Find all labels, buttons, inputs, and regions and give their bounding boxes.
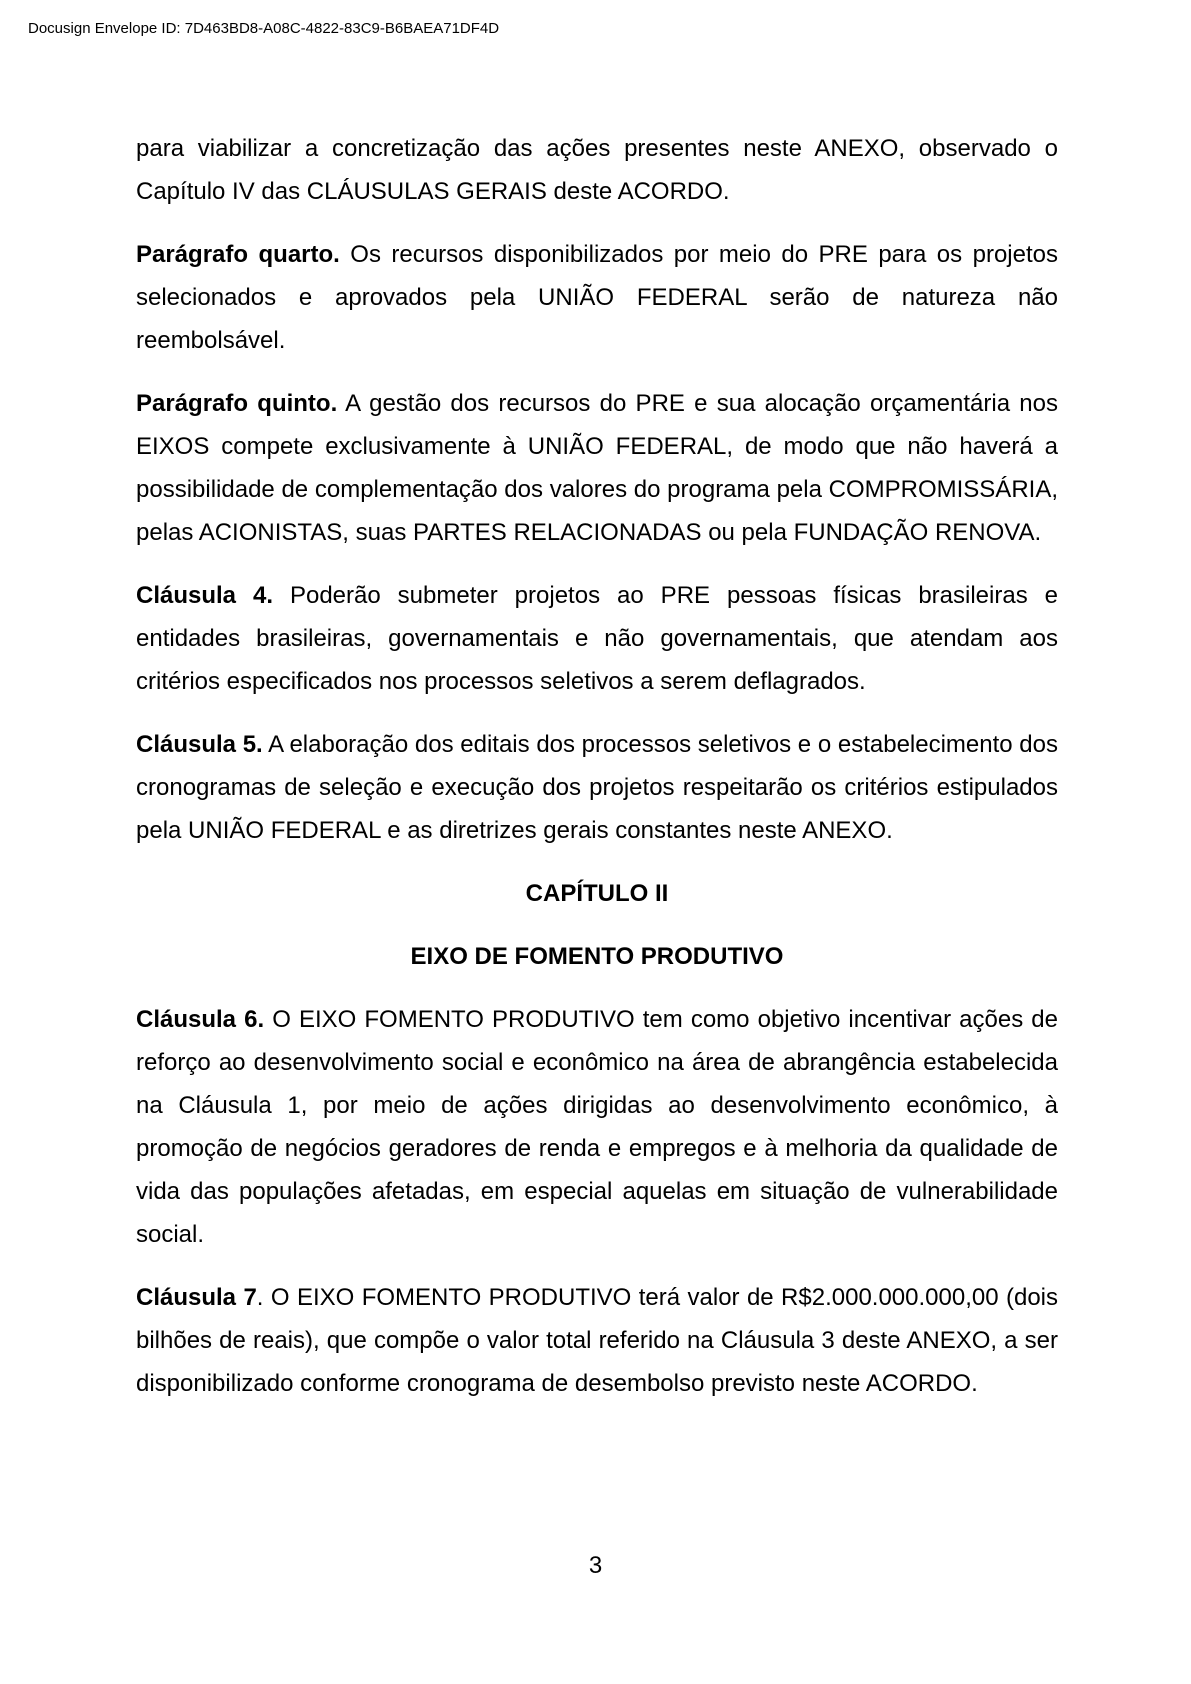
paragraph-text: Os recursos disponibilizados por meio do PRE para os projetos selecionados e aprovados pela UNIÃO FEDERAL serão de natureza não reembolsável. (136, 241, 1058, 354)
paragraph-text: A elaboração dos editais dos processos seletivos e o estabelecimento dos cronogramas de seleção e execução dos projetos respeitarão os critérios estipulados pela UNIÃO FEDERAL e as diretrizes gerais constantes neste ANEXO. (136, 731, 1059, 844)
paragraph-lead: Cláusula 7 (136, 1284, 257, 1311)
paragraph-text: O EIXO FOMENTO PRODUTIVO tem como objetivo incentivar ações de reforço ao desenvolvimento social e econômico na área de abrangência estabelecida na Cláusula 1, por meio de ações dirigidas ao desenvolvimento econômico, à promoção de negócios geradores de renda e empregos e à melhoria da qualidade de vida das populações afetadas, em especial aquelas em situação de vulnerabilidade social. (136, 1006, 1058, 1248)
paragraph (136, 1276, 1058, 1405)
paragraph-lead: Parágrafo quarto. (136, 241, 340, 268)
paragraph (136, 382, 1058, 554)
paragraph (136, 723, 1058, 852)
paragraph-lead: Parágrafo quinto. (136, 390, 338, 417)
paragraph (136, 574, 1058, 703)
page-number: 3 (588, 1552, 603, 1579)
paragraph-text: A gestão dos recursos do PRE e sua alocação orçamentária nos EIXOS compete exclusivamente à UNIÃO FEDERAL, de modo que não haverá a possibilidade de complementação dos valores do programa pela COMPROMISSÁRIA, pelas ACIONISTAS, suas PARTES RELACIONADAS ou pela FUNDAÇÃO RENOVA. (136, 390, 1058, 546)
paragraph-text: Poderão submeter projetos ao PRE pessoas físicas brasileiras e entidades brasileiras, governamentais e não governamentais, que atendam aos critérios especificados nos processos seletivos a serem deflagrados. (136, 582, 1059, 695)
paragraph-lead: Cláusula 6. (136, 1006, 265, 1033)
section-heading: EIXO DE FOMENTO PRODUTIVO (410, 943, 784, 970)
paragraph-lead: Cláusula 4. (136, 582, 274, 609)
paragraph (136, 127, 1058, 213)
document-body (136, 127, 1058, 1425)
paragraph-text: . O EIXO FOMENTO PRODUTIVO terá valor de R$2.000.000.000,00 (dois bilhões de reais), que compõe o valor total referido na Cláusula 3 deste ANEXO, a ser disponibilizado conforme cronograma de desembolso previsto neste ACORDO. (136, 1284, 1059, 1397)
paragraph-lead: Cláusula 5. (136, 731, 263, 758)
paragraph (136, 233, 1058, 362)
docusign-envelope-id: Docusign Envelope ID: 7D463BD8-A08C-4822-83C9-B6BAEA71DF4D (28, 20, 500, 37)
paragraph (136, 998, 1058, 1256)
chapter-heading: CAPÍTULO II (525, 880, 669, 907)
paragraph-text: para viabilizar a concretização das ações presentes neste ANEXO, observado o Capítulo IV das CLÁUSULAS GERAIS deste ACORDO. (136, 135, 1058, 205)
